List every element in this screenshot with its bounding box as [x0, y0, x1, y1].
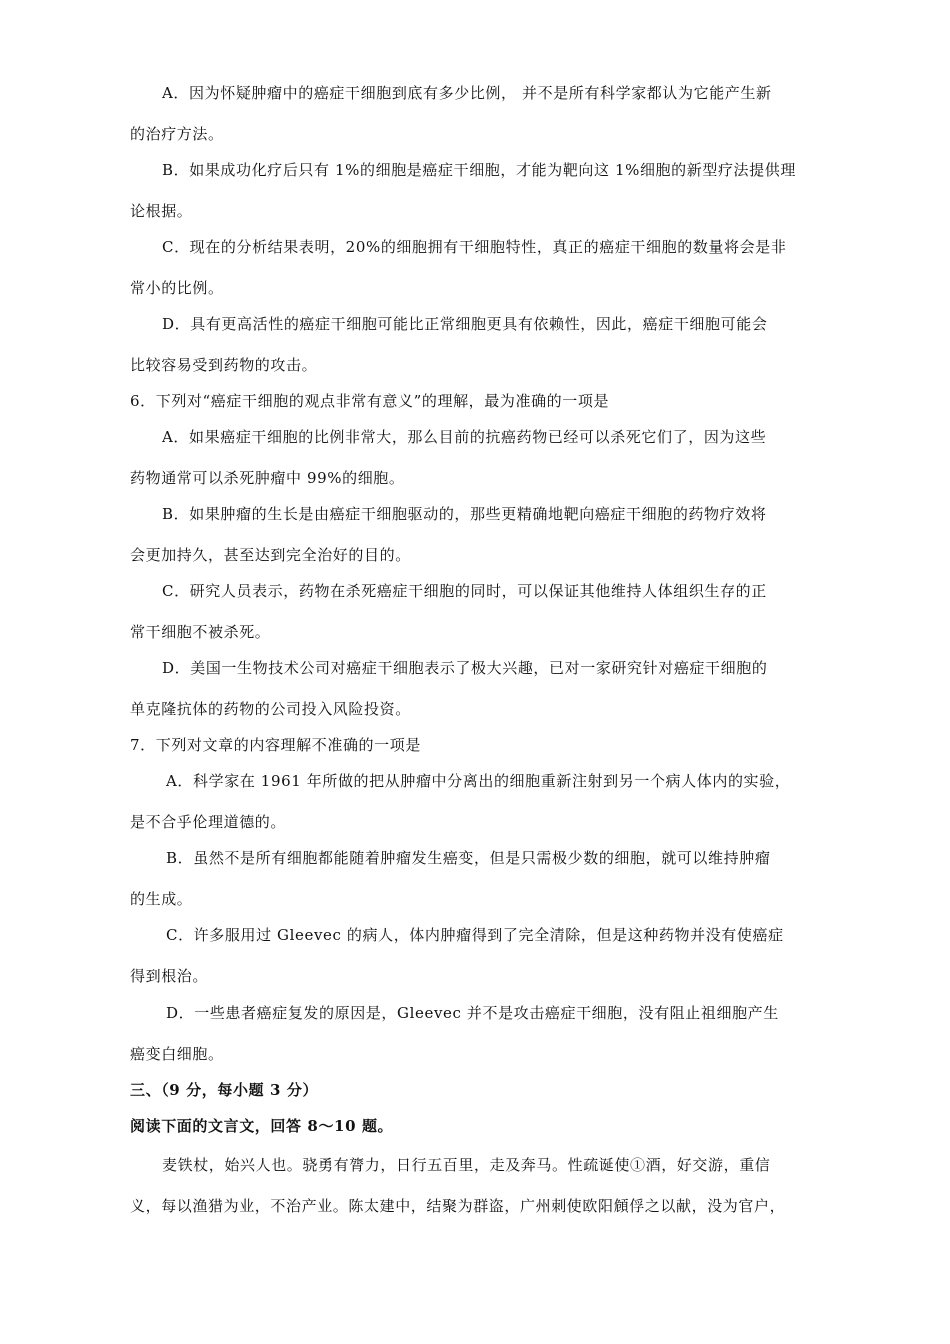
q7-option-d-line1: D．一些患者癌症复发的原因是，Gleevec 并不是攻击癌症干细胞，没有阻止祖细胞产生 — [166, 1004, 779, 1022]
section3-heading: 三、（9 分，每小题 3 分） — [130, 1081, 319, 1099]
q6-option-d-line1: D．美国一生物技术公司对癌症干细胞表示了极大兴趣，已对一家研究针对癌症干细胞的 — [162, 659, 768, 677]
q7-option-d-line2: 癌变白细胞。 — [130, 1045, 224, 1063]
q7-option-a-line2: 是不合乎伦理道德的。 — [130, 813, 287, 831]
q6-option-a-line2: 药物通常可以杀死肿瘤中 99%的细胞。 — [130, 469, 405, 487]
q6-option-c-line2: 常干细胞不被杀死。 — [130, 623, 271, 641]
q5-option-b-line1: B．如果成功化疗后只有 1%的细胞是癌症干细胞，才能为靶向这 1%细胞的新型疗法提供理 — [162, 161, 796, 179]
q5-option-a-line1: A．因为怀疑肿瘤中的癌症干细胞到底有多少比例， 并不是所有科学家都认为它能产生新 — [162, 84, 772, 102]
q6-option-b-line1: B．如果肿瘤的生长是由癌症干细胞驱动的，那些更精确地靶向癌症干细胞的药物疗效将 — [162, 505, 767, 523]
q6-option-c-line1: C．研究人员表示，药物在杀死癌症干细胞的同时，可以保证其他维持人体组织生存的正 — [162, 582, 767, 600]
q5-option-a-line2: 的治疗方法。 — [130, 125, 224, 143]
q5-option-d-line2: 比较容易受到药物的攻击。 — [130, 356, 318, 374]
q7-option-c-line1: C．许多服用过 Gleevec 的病人，体内肿瘤得到了完全清除，但是这种药物并没有使癌症 — [166, 926, 784, 944]
q6-stem: 6．下列对“癌症干细胞的观点非常有意义”的理解，最为准确的一项是 — [130, 392, 610, 410]
q7-stem: 7．下列对文章的内容理解不准确的一项是 — [130, 736, 421, 754]
q6-option-b-line2: 会更加持久，甚至达到完全治好的目的。 — [130, 546, 411, 564]
section3-instruction: 阅读下面的文言文，回答 8～10 题。 — [130, 1117, 394, 1135]
q5-option-b-line2: 论根据。 — [130, 202, 193, 220]
q7-option-a-line1: A．科学家在 1961 年所做的把从肿瘤中分离出的细胞重新注射到另一个病人体内的实验， — [166, 772, 791, 790]
q7-option-b-line1: B．虽然不是所有细胞都能随着肿瘤发生癌变，但是只需极少数的细胞，就可以维持肿瘤 — [166, 849, 771, 867]
q7-option-c-line2: 得到根治。 — [130, 967, 209, 985]
q6-option-d-line2: 单克隆抗体的药物的公司投入风险投资。 — [130, 700, 411, 718]
q5-option-d-line1: D．具有更高活性的癌症干细胞可能比正常细胞更具有依赖性，因此，癌症干细胞可能会 — [162, 315, 768, 333]
passage-line1: 麦铁杖，始兴人也。骁勇有膂力，日行五百里，走及奔马。性疏诞使①酒，好交游，重信 — [162, 1156, 771, 1174]
q5-option-c-line2: 常小的比例。 — [130, 279, 224, 297]
q7-option-b-line2: 的生成。 — [130, 890, 193, 908]
q5-option-c-line1: C．现在的分析结果表明，20%的细胞拥有干细胞特性，真正的癌症干细胞的数量将会是非 — [162, 238, 787, 256]
q6-option-a-line1: A．如果癌症干细胞的比例非常大，那么目前的抗癌药物已经可以杀死它们了，因为这些 — [162, 428, 767, 446]
passage-line2: 义，每以渔猎为业，不治产业。陈太建中，结聚为群盗，广州刺使欧阳頠俘之以献，没为官户， — [130, 1197, 786, 1215]
